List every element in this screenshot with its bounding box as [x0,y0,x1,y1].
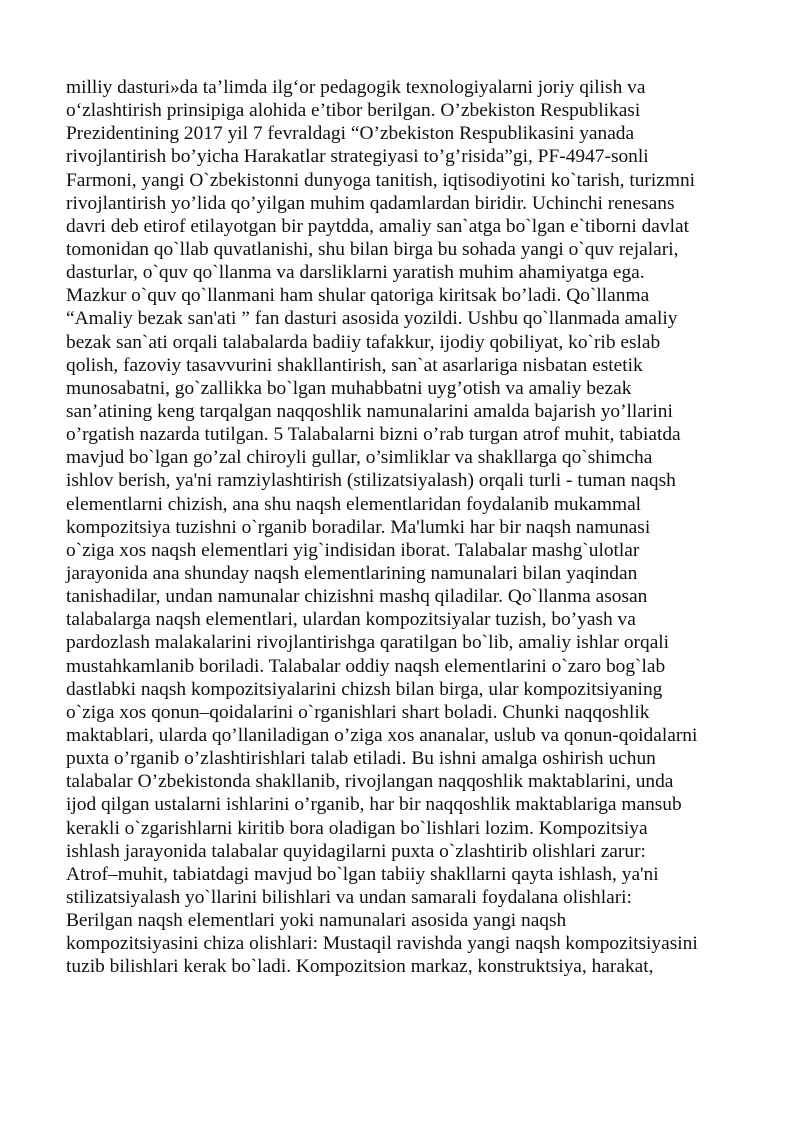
text-line: “Amaliy bezak san'ati ” fan dasturi asosida yozildi. Ushbu qo`llanmada amaliy [66,308,678,330]
text-line: Berilgan naqsh elementlari yoki namunalari asosida yangi naqsh [66,910,567,932]
text-line: dastlabki naqsh kompozitsiyalarini chizsh bilan birga, ular kompozitsiyaning [66,678,663,700]
text-line: tomonidan qo`llab quvatlanishi, shu bilan birga bu sohada yangi o`quv rejalari, [66,238,679,260]
text-line: talabalar O’zbekistonda shakllanib, rivojlangan naqqoshlik maktablarini, unda [66,771,674,793]
text-line: milliy dasturi»da ta’limda ilg‘or pedagogik texnologiyalarni joriy qilish va [66,77,646,98]
text-line: kerakli o`zgarishlarni kiritib bora oladigan bo`lishlari lozim. Kompozitsiya [66,817,648,839]
text-line: tanishadilar, undan namunalar chizishni mashq qiladilar. Qo`llanma asosan [66,586,648,608]
text-line: munosabatni, go`zallikka bo`lgan muhabbatni uyg’otish va amaliy bezak [66,377,632,399]
text-line: maktablari, ularda qo’llaniladigan o’ziga xos ananalar, uslub va qonun-qoidalarni [66,724,698,746]
text-line: rivojlantirish yo’lida qo’yilgan muhim qadamlardan biridir. Uchinchi renesans [66,192,675,214]
text-line: dasturlar, o`quv qo`llanma va darsliklarni yaratish muhim ahamiyatga ega. [66,262,645,284]
text-line: talabalarga naqsh elementlari, ulardan kompozitsiyalar tuzish, bo’yash va [66,609,636,631]
text-line: rivojlantirish bo’yicha Harakatlar strategiyasi to’g’risida”gi, PF-4947-sonli [66,146,649,168]
text-line: jarayonida ana shunday naqsh elementlarining namunalari bilan yaqindan [66,562,638,584]
text-line: elementlarni chizish, ana shu naqsh elementlaridan foydalanib mukammal [66,493,642,515]
text-line: o‘zlashtirish prinsipiga alohida e’tibor berilgan. O’zbekiston Respublikasi [66,100,641,122]
text-line: mavjud bo`lgan go’zal chiroyli gullar, o’simliklar va shakllarga qo`shimcha [66,447,653,469]
text-line: ishlash jarayonida talabalar quyidagilarni puxta o`zlashtirib olishlari zarur: [66,840,646,862]
text-line: pardozlash malakalarini rivojlantirishga qaratilgan bo`lib, amaliy ishlar orqali [66,632,670,654]
text-line: Farmoni, yangi O`zbekistonni dunyoga tanitish, iqtisodiyotini ko`tarish, turizmni [66,169,696,191]
text-line: san’atining keng tarqalgan naqqoshlik namunalarini amalda bajarish yo’llarini [66,400,673,422]
text-line: o’rgatish nazarda tutilgan. 5 Talabalarni bizni o’rab turgan atrof muhit, tabiatda [66,424,681,446]
text-line: o`ziga xos qonun–qoidalarini o`rganishlari shart boladi. Chunki naqqoshlik [66,701,650,723]
text-line: Mazkur o`quv qo`llanmani ham shular qatoriga kiritsak bo’ladi. Qo`llanma [66,285,650,307]
text-line: tuzib bilishlari kerak bo`ladi. Kompozitsion markaz, konstruktsiya, harakat, [66,956,654,978]
text-line: ijod qilgan ustalarni ishlarini o’rganib, har bir naqqoshlik maktablariga mansub [66,794,682,816]
text-line: stilizatsiyalash yo`llarini bilishlari va undan samarali foydalana olishlari: [66,886,632,908]
text-line: o`ziga xos naqsh elementlari yig`indisidan iborat. Talabalar mashg`ulotlar [66,539,640,561]
text-line: ishlov berish, ya'ni ramziylashtirish (stilizatsiyalash) orqali turli - tuman naqsh [66,470,676,492]
text-line: Atrof–muhit, tabiatdagi mavjud bo`lgan tabiiy shakllarni qayta ishlash, ya'ni [66,863,659,885]
text-line: qolish, fazoviy tasavvurini shakllantirish, san`at asarlariga nisbatan estetik [66,354,643,376]
text-line: mustahkamlanib boriladi. Talabalar oddiy naqsh elementlarini o`zaro bog`lab [66,655,666,677]
body-text [66,76,766,978]
text-line: kompozitsiya tuzishni o`rganib boradilar. Ma'lumki har bir naqsh namunasi [66,516,651,538]
text-line: kompozitsiyasini chiza olishlari: Mustaqil ravishda yangi naqsh kompozitsiyasini [66,933,698,955]
text-line: davri deb etirof etilayotgan bir paytdda, amaliy san`atga bo`lgan e`tiborni davlat [66,215,689,237]
text-line: puxta o’rganib o’zlashtirishlari talab etiladi. Bu ishni amalga oshirish uchun [66,748,656,770]
text-line: Prezidentining 2017 yil 7 fevraldagi “O’zbekiston Respublikasini yanada [66,123,635,145]
text-line: bezak san`ati orqali talabalarda badiiy tafakkur, ijodiy qobiliyat, ko`rib eslab [66,331,661,353]
